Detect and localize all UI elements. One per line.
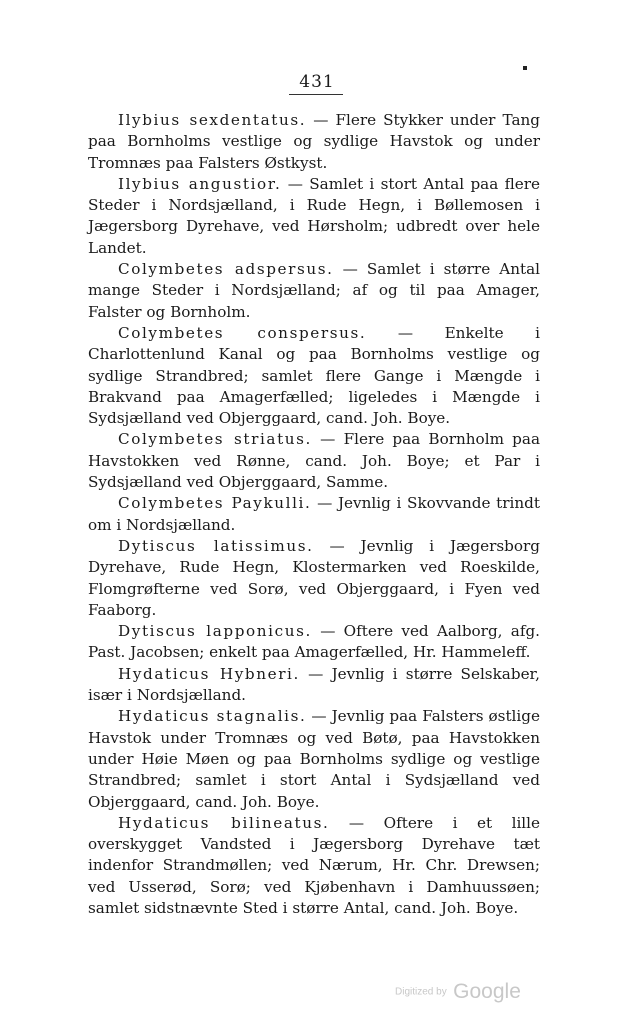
google-logo: Google bbox=[453, 980, 521, 1003]
entry-text: — Enkelte i Charlottenlund Kanal og paa Bornholms vestlige og sydlige Strandbred; samlet flere Gange i Mængde i Brakvand paa Amagerfælled; ligeledes i Mængde i Sydsjælland ved Objerggaard, cand. Joh. Boye. bbox=[88, 323, 540, 428]
species-entry bbox=[88, 259, 540, 323]
species-name: Hydaticus Hybneri. bbox=[118, 664, 300, 683]
species-name: Hydaticus stagnalis. bbox=[118, 707, 307, 726]
species-name: Colymbetes Paykulli. bbox=[118, 494, 312, 513]
species-entry bbox=[88, 429, 540, 493]
entry-text: — Oftere i et lille overskygget Vandsted i Jægersborg Dyrehave tæt indenfor Strandmøllen; ved Nærum, Hr. Chr. Drewsen; ved Usserød, Sorø; ved Kjøbenhavn i Damhuussøen; samlet sidstnævnte Sted i større Antal, cand. Joh. Boye. bbox=[88, 813, 540, 917]
page-number-rule bbox=[289, 94, 343, 95]
species-entry bbox=[88, 706, 540, 812]
entry-text: — Jevnlig i Skovvande trindt om i Nordsjælland. bbox=[88, 494, 540, 534]
species-entry bbox=[88, 493, 540, 536]
entry-text: — Flere paa Bornholm paa Havstokken ved Rønne, cand. Joh. Boye; et Par i Sydsjælland ved Objerggaard, Samme. bbox=[88, 430, 540, 492]
species-entry bbox=[88, 536, 540, 621]
species-name: Ilybius sexdentatus. bbox=[118, 111, 307, 129]
body-text bbox=[88, 110, 540, 919]
entry-text: — Flere Stykker under Tang paa Bornholms vestlige og sydlige Havstok og under Tromnæs paa Falsters Østkyst. bbox=[88, 111, 541, 172]
entry-text: — Samlet i stort Antal paa flere Steder i Nordsjælland, i Rude Hegn, i Bøllemosen i Jægersborg Dyrehave, ved Hørsholm; udbredt over hele Landet. bbox=[88, 174, 540, 257]
corner-mark bbox=[523, 66, 527, 70]
digitized-watermark bbox=[395, 980, 521, 1004]
species-name: Hydaticus bilineatus. bbox=[118, 813, 330, 832]
species-name: Colymbetes striatus. bbox=[118, 430, 312, 449]
species-entry bbox=[88, 664, 540, 707]
species-name: Dytiscus latissimus. bbox=[118, 536, 314, 555]
species-entry bbox=[88, 110, 540, 174]
species-name: Ilybius angustior. bbox=[118, 174, 282, 193]
entry-text: — Samlet i større Antal mange Steder i Nordsjælland; af og til paa Amager, Falster og Bornholm. bbox=[88, 260, 540, 321]
species-entry bbox=[88, 323, 540, 429]
species-name: Colymbetes adspersus. bbox=[118, 260, 334, 279]
species-name: Colymbetes conspersus. bbox=[118, 323, 367, 342]
species-entry bbox=[88, 174, 540, 259]
watermark-prefix: Digitized by bbox=[395, 986, 447, 998]
entry-text: — Jevnlig paa Falsters østlige Havstok under Tromnæs og ved Bøtø, paa Havstokken under Høie Møen og paa Bornholms sydlige og vestlige Strandbred; samlet i stort Antal i Sydsjælland ved Objerggaard, cand. Joh. Boye. bbox=[88, 707, 540, 811]
entry-text: — Jevnlig i større Selskaber, især i Nordsjælland. bbox=[88, 664, 540, 705]
species-entry bbox=[88, 621, 540, 664]
entry-text: — Jevnlig i Jægersborg Dyrehave, Rude Hegn, Klostermarken ved Roeskilde, Flomgrøfterne ved Sorø, ved Objerggaard, i Fyen ved Faaborg. bbox=[88, 536, 540, 619]
species-name: Dytiscus lapponicus. bbox=[118, 622, 312, 641]
species-entry bbox=[88, 813, 540, 919]
page-number: 431 bbox=[299, 72, 335, 92]
entry-text: — Oftere ved Aalborg, afg. Past. Jacobsen; enkelt paa Amagerfælled, Hr. Hammeleff. bbox=[88, 622, 540, 662]
